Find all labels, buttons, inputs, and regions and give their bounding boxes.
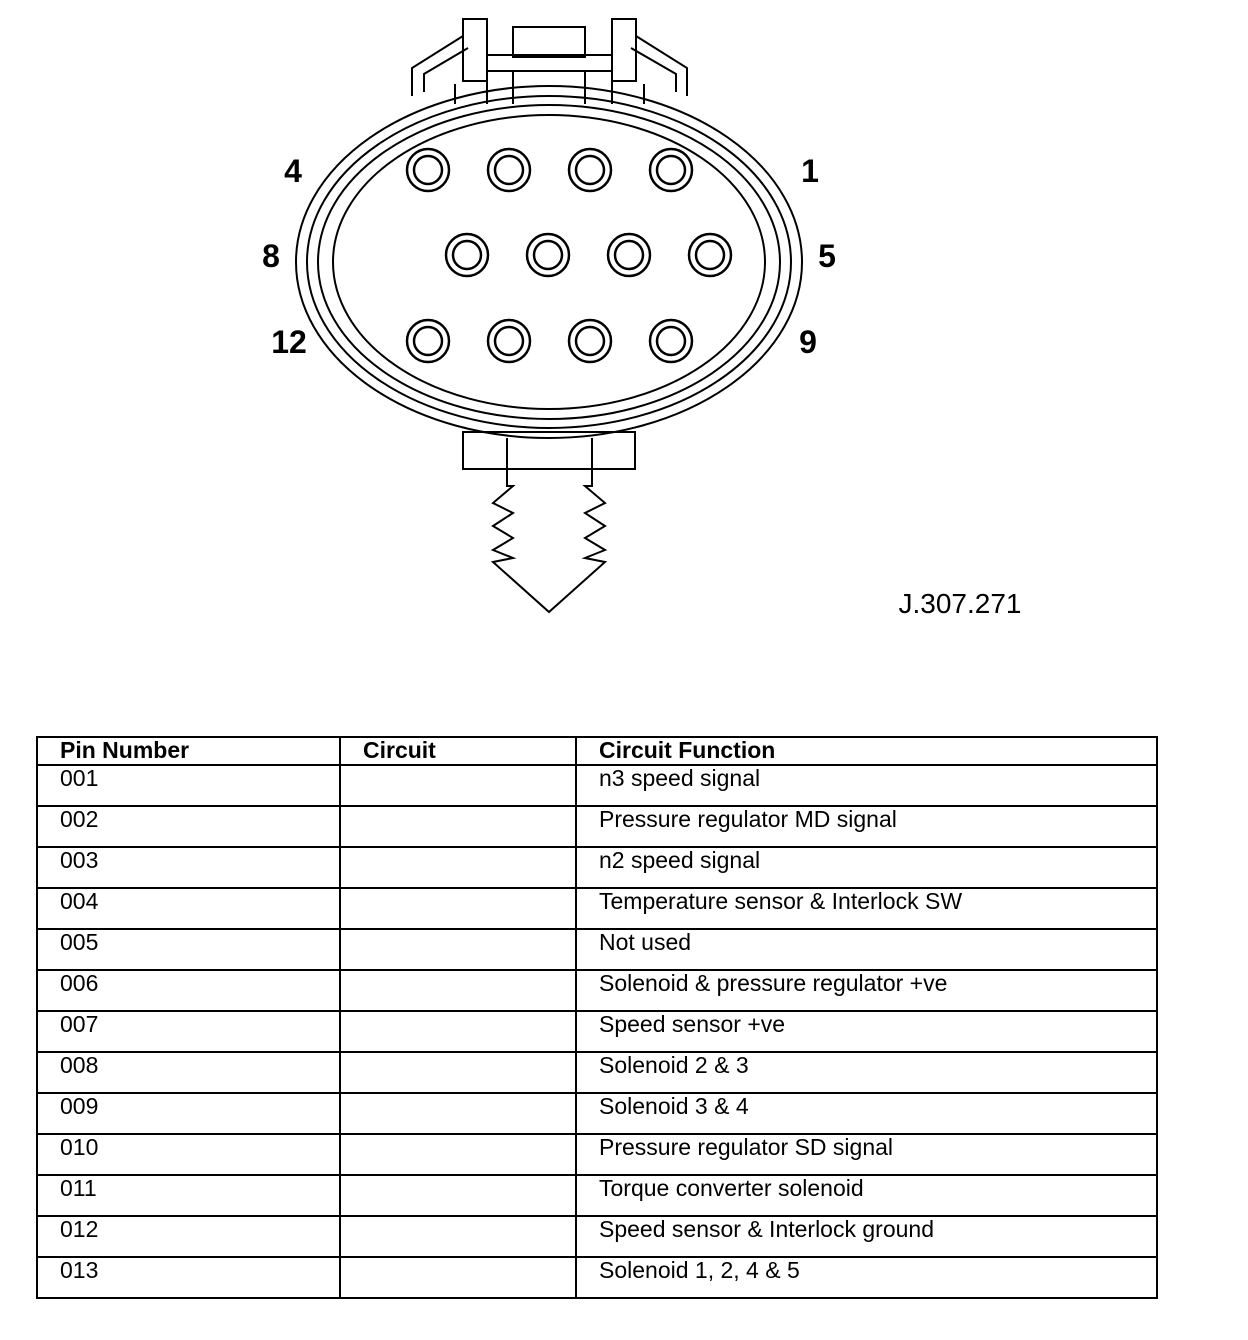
circuit-cell (340, 1134, 576, 1175)
wire-symbol (493, 469, 605, 612)
terminal-cavities (407, 149, 731, 362)
function-cell: Solenoid & pressure regulator +ve (576, 970, 1157, 1011)
pin-number-cell: 005 (37, 929, 340, 970)
header-circuit: Circuit (340, 737, 576, 765)
circuit-cell (340, 1011, 576, 1052)
pin-label-12: 12 (271, 324, 307, 360)
circuit-cell (340, 1052, 576, 1093)
function-cell: Speed sensor & Interlock ground (576, 1216, 1157, 1257)
circuit-cell (340, 1216, 576, 1257)
circuit-cell (340, 888, 576, 929)
circuit-cell (340, 1093, 576, 1134)
function-cell: Not used (576, 929, 1157, 970)
table-row (37, 1175, 1157, 1216)
table-row (37, 1216, 1157, 1257)
function-cell: n3 speed signal (576, 765, 1157, 806)
pin-number-cell: 009 (37, 1093, 340, 1134)
function-cell: Solenoid 2 & 3 (576, 1052, 1157, 1093)
table-row (37, 1011, 1157, 1052)
inner-face (333, 115, 765, 409)
table-row (37, 806, 1157, 847)
function-cell: Pressure regulator SD signal (576, 1134, 1157, 1175)
circuit-cell (340, 806, 576, 847)
table-row (37, 888, 1157, 929)
pin-number-cell: 012 (37, 1216, 340, 1257)
function-cell: Speed sensor +ve (576, 1011, 1157, 1052)
table-header-row (37, 737, 1157, 765)
reference-code: J.307.271 (898, 588, 1022, 619)
table-row (37, 847, 1157, 888)
function-cell: Pressure regulator MD signal (576, 806, 1157, 847)
connector-body (296, 19, 802, 612)
pin-number-cell: 004 (37, 888, 340, 929)
table-row (37, 1134, 1157, 1175)
table-row (37, 970, 1157, 1011)
function-cell: Solenoid 1, 2, 4 & 5 (576, 1257, 1157, 1298)
circuit-cell (340, 1175, 576, 1216)
pin-number-cell: 001 (37, 765, 340, 806)
pin-label-4: 4 (284, 153, 302, 189)
pin-label-5: 5 (818, 238, 836, 274)
latch-post-left (463, 19, 487, 81)
pin-label-9: 9 (799, 324, 817, 360)
pin-label-8: 8 (262, 238, 280, 274)
circuit-cell (340, 970, 576, 1011)
circuit-cell (340, 929, 576, 970)
pin-number-cell: 007 (37, 1011, 340, 1052)
pin-label-1: 1 (801, 153, 819, 189)
table-row (37, 1257, 1157, 1298)
table-row (37, 929, 1157, 970)
pin-number-cell: 011 (37, 1175, 340, 1216)
circuit-cell (340, 847, 576, 888)
pin-number-cell: 008 (37, 1052, 340, 1093)
circuit-cell (340, 1257, 576, 1298)
function-cell: Solenoid 3 & 4 (576, 1093, 1157, 1134)
pin-number-cell: 013 (37, 1257, 340, 1298)
latch-post-right (612, 19, 636, 81)
table-row (37, 1052, 1157, 1093)
pin-number-cell: 010 (37, 1134, 340, 1175)
function-cell: n2 speed signal (576, 847, 1157, 888)
table-row (37, 765, 1157, 806)
header-pin-number: Pin Number (37, 737, 340, 765)
pin-number-cell: 006 (37, 970, 340, 1011)
header-circuit-function: Circuit Function (576, 737, 1157, 765)
function-cell: Torque converter solenoid (576, 1175, 1157, 1216)
table-row (37, 1093, 1157, 1134)
function-cell: Temperature sensor & Interlock SW (576, 888, 1157, 929)
pinout-table (36, 736, 1158, 1299)
pin-number-cell: 002 (37, 806, 340, 847)
pin-number-cell: 003 (37, 847, 340, 888)
outer-shell (296, 86, 802, 438)
latch-tab (513, 27, 585, 57)
circuit-cell (340, 765, 576, 806)
